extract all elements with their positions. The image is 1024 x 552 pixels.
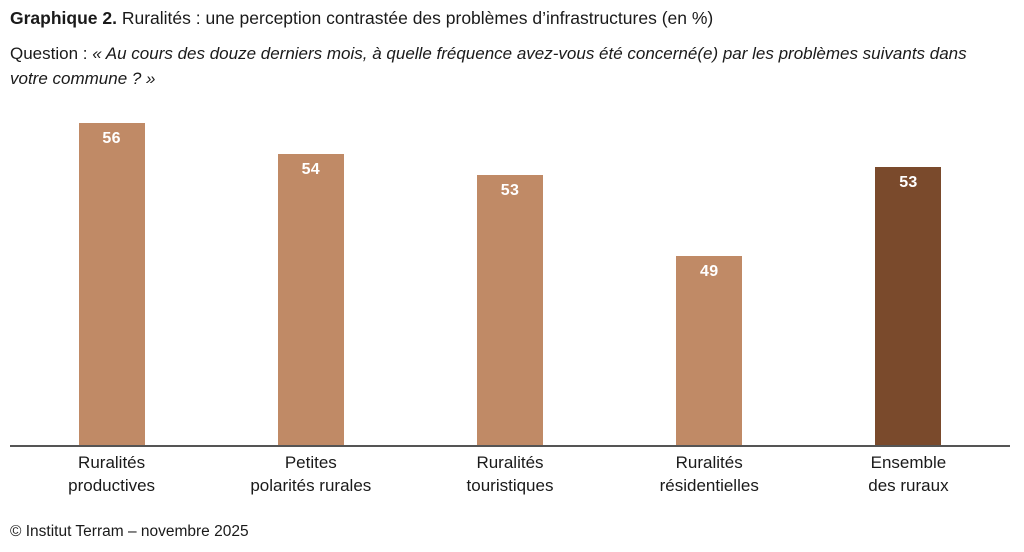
question-label: Question : — [10, 44, 93, 63]
category-label-ruralites-residentielles — [610, 452, 809, 498]
page-title — [10, 8, 1010, 30]
bar-slot — [12, 100, 211, 445]
bar-slot — [410, 100, 609, 445]
chart-plot-area — [10, 100, 1010, 445]
bar-slot — [610, 100, 809, 445]
bar-value-label: 54 — [301, 161, 320, 178]
bar-value-label: 53 — [500, 182, 520, 199]
category-label-petites-polarites-rurales — [211, 452, 410, 498]
bar-petites-polarites-rurales[interactable] — [278, 154, 344, 445]
bar-ruralites-residentielles[interactable] — [676, 256, 742, 445]
question-quote: « Au cours des douze derniers mois, à quelle fréquence avez-vous été concerné(e) par les problèmes suivants dans votre commune ? » — [10, 44, 967, 88]
category-label-line2: touristiques — [466, 475, 554, 495]
category-label-line2: polarités rurales — [250, 475, 372, 495]
category-label-line2: des ruraux — [868, 475, 949, 495]
bar-value-label: 49 — [700, 263, 719, 280]
bar-slot — [809, 100, 1008, 445]
chart-question — [10, 42, 985, 91]
bar-ensemble-des-ruraux[interactable] — [875, 167, 941, 445]
category-label-line2: productives — [68, 475, 156, 495]
category-label-ensemble-des-ruraux — [809, 452, 1008, 498]
category-label-line1: Ruralités — [675, 453, 743, 472]
bar-chart — [10, 100, 1010, 445]
bar-value-label: 53 — [899, 174, 918, 191]
bar-value-label: 56 — [102, 130, 121, 147]
bar-ruralites-productives[interactable] — [79, 123, 145, 445]
category-label-line2: résidentielles — [659, 475, 759, 495]
bar-slot — [211, 100, 410, 445]
category-label-ruralites-productives — [12, 452, 211, 498]
source-credit: © Institut Terram – novembre 2025 — [10, 523, 249, 540]
category-label-line1: Ensemble — [870, 453, 947, 472]
category-label-line1: Ruralités — [476, 453, 544, 472]
x-axis-line — [10, 445, 1010, 447]
category-label-line1: Ruralités — [78, 453, 146, 472]
x-axis-category-labels — [10, 452, 1010, 498]
category-label-line1: Petites — [284, 453, 337, 472]
title-text: Ruralités : une perception contrastée des problèmes d’infrastructures (en %) — [116, 8, 714, 28]
bar-ruralites-touristiques[interactable] — [477, 175, 543, 445]
title-prefix: Graphique 2. — [10, 8, 117, 28]
category-label-ruralites-touristiques — [410, 452, 609, 498]
